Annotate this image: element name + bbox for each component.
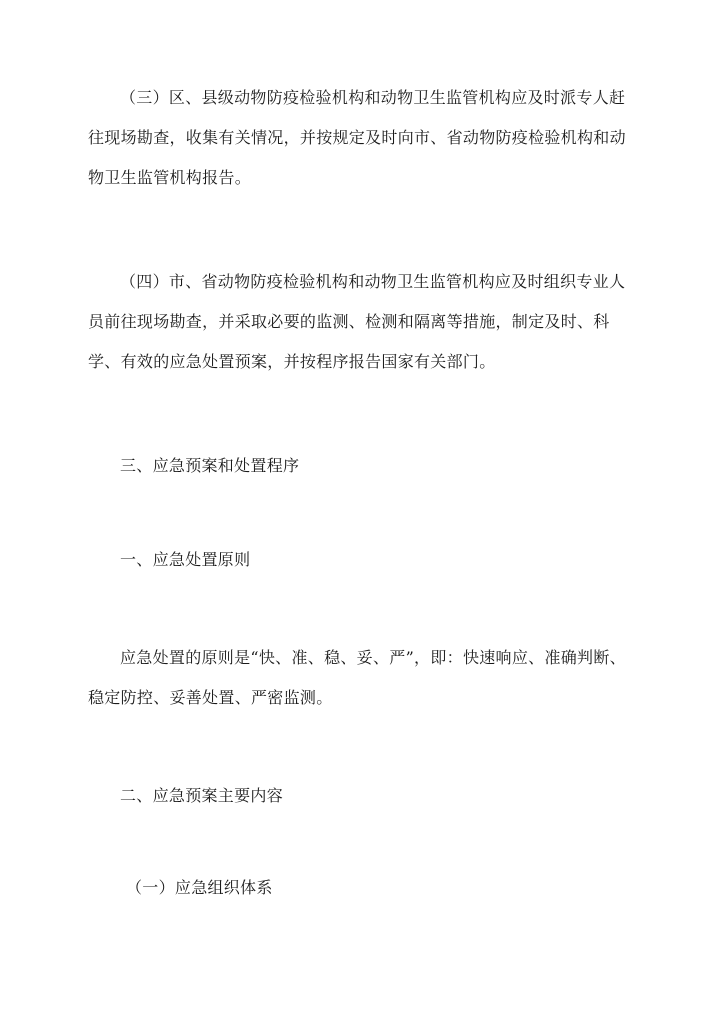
paragraph-handling-principles: 应急处置的原则是“快、准、稳、妥、严”，即：快速响应、准确判断、稳定防控、妥善处置、严密监测。 xyxy=(88,648,626,707)
heading-handling-principles: 一、应急处置原则 xyxy=(120,550,251,569)
paragraph-district-county-survey: （三）区、县级动物防疫检验机构和动物卫生监管机构应及时派专人赶往现场勘查，收集有关情况，并按规定及时向市、省动物防疫检验机构和动物卫生监管机构报告。 xyxy=(88,88,626,187)
section-heading-emergency-plan: 三、应急预案和处置程序 xyxy=(120,456,300,475)
paragraph-city-province-survey: （四）市、省动物防疫检验机构和动物卫生监管机构应及时组织专业人员前往现场勘查，并采取必要的监测、检测和隔离等措施，制定及时、科学、有效的应急处置预案，并按程序报告国家有关部门。 xyxy=(88,272,626,371)
heading-organization-system: （一）应急组织体系 xyxy=(126,878,273,897)
heading-plan-main-contents: 二、应急预案主要内容 xyxy=(120,786,284,805)
